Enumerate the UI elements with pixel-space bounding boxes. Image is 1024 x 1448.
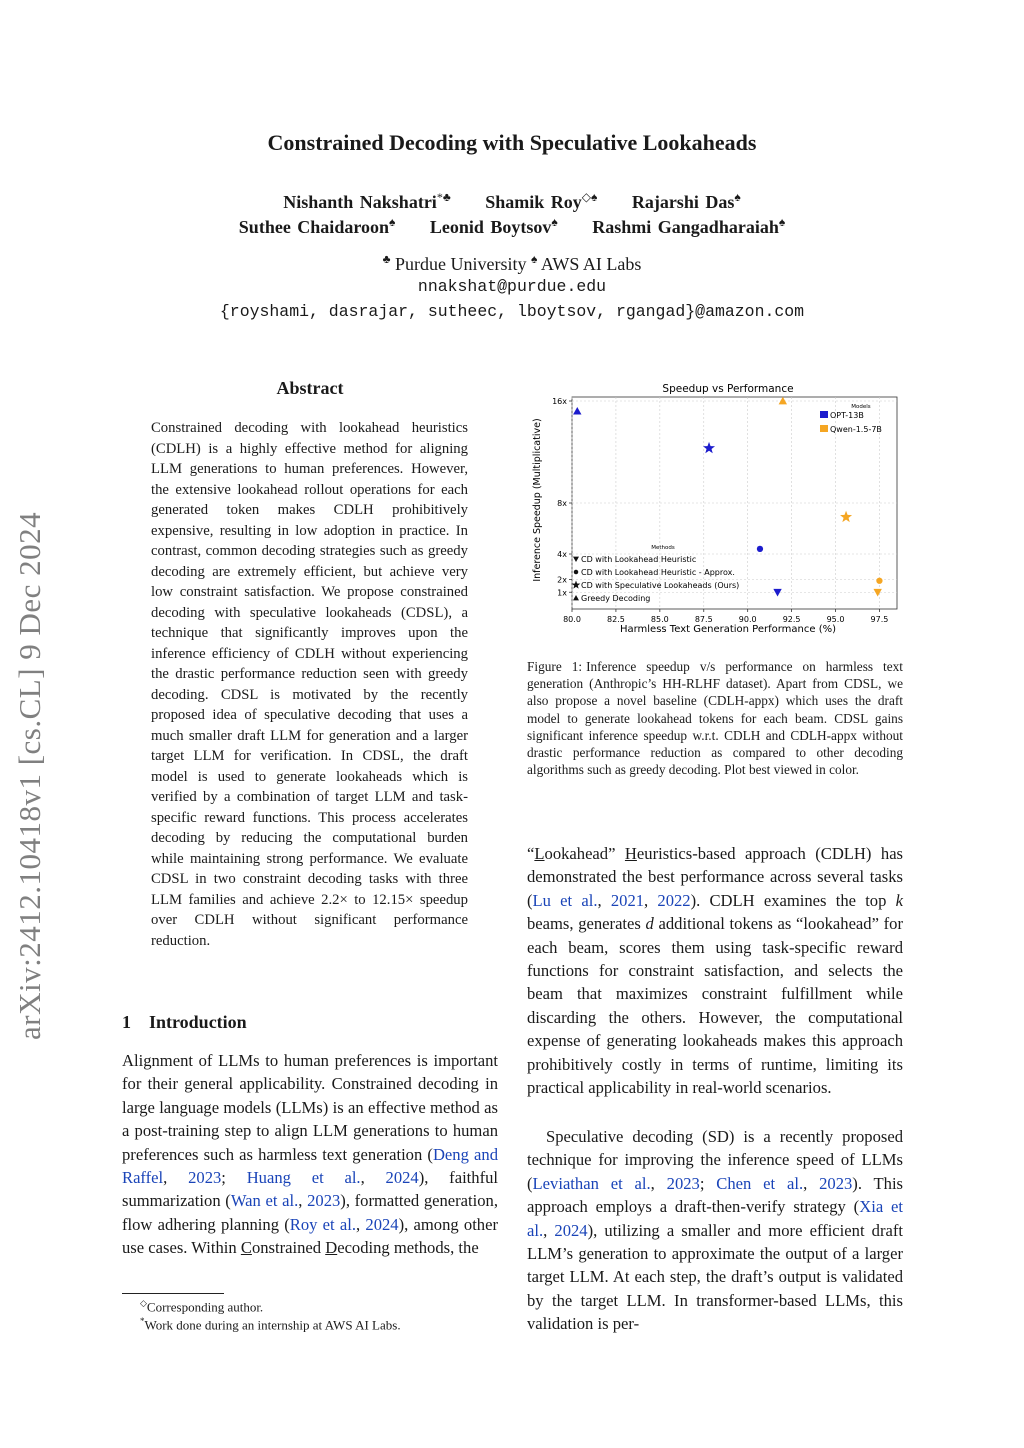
citation-link[interactable]: 2023 xyxy=(307,1191,341,1211)
author: Nishanth Nakshatri*♣ xyxy=(283,190,451,212)
text-run: , xyxy=(543,1220,555,1240)
citation-link[interactable]: 2022 xyxy=(657,890,691,910)
text-run: onstrained xyxy=(251,1238,326,1258)
x-tick-label: 85.0 xyxy=(650,615,669,624)
text-run: , xyxy=(356,1214,366,1234)
abstract-body: Constrained decoding with lookahead heuristics (CDLH) is a highly effective method for aligning LLM generations to human preferences. However, the extensive lookahead rollout operations for each generated token makes CDLH prohibitively expensive, resulting in low adoption in practice. In contrast, common decoding strategies such as greedy decoding are extremely efficient, but achieve very low constraint satisfaction. We propose constrained decoding with speculative lookaheads (CDSL), a technique that significantly improves upon the inference efficiency of CDLH without experiencing the drastic performance reduction seen with greedy decoding. CDSL is motivated by the recently proposed idea of speculative decoding that uses a much smaller draft LLM for generation and a larger target LLM for verification. In CDSL, the draft model is used to generate lookaheads which is verified by a combination of target LLM and task-specific reward functions. This process accelerates decoding by reducing the computational burden while maintaining strong performance. We evaluate CDSL in two constraint decoding tasks with three LLM families and achieve 2.2× to 12.15× speedup over CDLH without significant performance reduction. xyxy=(151,420,468,949)
legend-label-opt: OPT-13B xyxy=(830,411,864,420)
citation-link[interactable]: Wan et al. xyxy=(230,1191,299,1211)
intro-paragraph xyxy=(122,1049,498,1260)
text-run: beams, generates xyxy=(527,914,646,934)
y-tick-label: 4x xyxy=(557,550,567,559)
data-point-opt-13b-star xyxy=(703,442,715,453)
author: Shamik Roy◇♠ xyxy=(485,190,598,212)
affiliations: ♣ Purdue University ♠ AWS AI Labs xyxy=(382,252,642,274)
text-run: , xyxy=(803,1173,820,1193)
text-run: , xyxy=(650,1173,667,1193)
text-run: , xyxy=(644,890,658,910)
text-run: , xyxy=(163,1168,189,1188)
methods-legend-label: CD with Lookahead Heuristic xyxy=(581,555,697,564)
math-variable: k xyxy=(895,890,903,910)
abstract-heading: Abstract xyxy=(276,378,344,398)
text-run: ; xyxy=(221,1168,247,1188)
data-point-opt-13b-triangle-up xyxy=(573,407,581,415)
underlined-letter: H xyxy=(624,844,637,863)
text-run: additional tokens as “lookahead” for each beam, scores them using task-specific reward functions for constraint satisfaction, and selects the beam that maximizes constraint fulfillment while discarding the others. However, the computational expense of generating lookaheads makes this approach prohibitively costly in terms of runtime, limiting its practical applicability in real-world scenarios. xyxy=(527,914,903,1098)
y-tick-label: 2x xyxy=(557,575,567,585)
underlined-letter: L xyxy=(534,844,545,863)
data-point-qwen-1-5-7b-circle xyxy=(876,578,882,584)
x-tick-label: 97.5 xyxy=(870,615,889,624)
text-run: , xyxy=(597,890,611,910)
data-point-opt-13b-circle xyxy=(757,546,763,552)
methods-legend-marker-circle xyxy=(574,570,579,575)
x-tick-label: 95.0 xyxy=(826,615,845,624)
data-point-opt-13b-triangle-down xyxy=(773,589,781,597)
text-run: , xyxy=(360,1168,386,1188)
citation-link[interactable]: 2023 xyxy=(188,1168,222,1188)
text-run: ), among other use cases. Within xyxy=(122,1214,498,1258)
legend-label-qwen: Qwen-1.5-7B xyxy=(830,425,882,434)
citation-link[interactable]: Xia et al. xyxy=(527,1197,903,1240)
footnote-internship: *Work done during an internship at AWS AI Labs. xyxy=(140,1316,401,1333)
methods-legend-marker-triangle-down xyxy=(573,557,579,562)
author-row-1 xyxy=(0,190,1024,213)
text-run: ). CDLH examines the top xyxy=(690,890,896,910)
legend-swatch-qwen xyxy=(820,425,828,432)
speedup-vs-performance-chart xyxy=(528,380,904,640)
figure-caption: Figure 1: Inference speedup v/s performance on harmless text generation (Anthropic’s HH-RLHF dataset). Apart from CDSL, we also propose a novel baseline (CDLH-appx) which uses the draft model to generate lookahead tokens for each beam. CDSL gains significant inference speedup w.r.t. CDLH and CDLH-appx without drastic performance reduction as compared to other decoding algorithms such as greedy decoding. Plot best viewed in color. xyxy=(527,659,903,778)
legend-swatch-opt xyxy=(820,411,828,418)
methods-legend-marker-star xyxy=(572,581,581,589)
citation-link[interactable]: 2024 xyxy=(554,1220,588,1240)
models-legend xyxy=(820,404,882,434)
email-line-2: {royshami, dasrajar, sutheec, lboytsov, rgangad}@amazon.com xyxy=(219,302,805,321)
data-point-qwen-1-5-7b-triangle-down xyxy=(873,589,881,597)
citation-link[interactable]: 2023 xyxy=(666,1173,700,1193)
x-tick-label: 87.5 xyxy=(694,615,713,624)
text-run: euristics-based approach (CDLH) has demonstrated the best performance across several tasks ( xyxy=(527,844,904,910)
author-row-2 xyxy=(0,215,1024,238)
underlined-letter: C xyxy=(240,1238,252,1258)
x-tick-label: 90.0 xyxy=(738,615,757,624)
methods-legend-marker-triangle-up xyxy=(573,595,579,600)
x-tick-label: 80.0 xyxy=(563,615,581,624)
methods-legend-label: Greedy Decoding xyxy=(581,594,651,603)
text-run: , xyxy=(298,1191,308,1211)
methods-legend-label: CD with Speculative Lookaheads (Ours) xyxy=(581,581,740,590)
citation-link[interactable]: Deng and Raffel xyxy=(122,1144,498,1188)
footnote-corresponding: ◇Corresponding author. xyxy=(140,1298,264,1315)
text-run: ). This approach employs a draft-then-verify strategy ( xyxy=(527,1173,904,1217)
author: Leonid Boytsov♠ xyxy=(429,215,558,237)
math-variable: d xyxy=(645,914,654,934)
y-tick-label: 16x xyxy=(552,397,567,406)
footnote-divider xyxy=(122,1293,224,1294)
models-legend-title: Models xyxy=(851,404,871,410)
text-run: ecoding methods, the xyxy=(337,1238,479,1258)
y-axis-label: Inference Speedup (Multiplicative) xyxy=(532,418,543,582)
citation-link[interactable]: Lu et al. xyxy=(532,890,598,910)
text-run: Alignment of LLMs to human preferences is important for their general applicability. Constrained decoding in large language models (LLMs) is an effective method as a post-training step to align LLM generations to human preferences such as harmless text generation ( xyxy=(122,1051,498,1164)
citation-link[interactable]: Huang et al. xyxy=(246,1168,361,1188)
citation-link[interactable]: 2023 xyxy=(819,1173,853,1193)
text-run: ; xyxy=(699,1173,717,1193)
data-point-qwen-1-5-7b-triangle-up xyxy=(779,397,787,405)
underlined-letter: D xyxy=(325,1238,338,1258)
section-heading-introduction: 1 Introduction xyxy=(122,1012,247,1032)
text-run: ookahead” xyxy=(544,844,625,863)
citation-link[interactable]: Chen et al. xyxy=(716,1173,804,1193)
citation-link[interactable]: 2021 xyxy=(610,890,645,910)
x-axis-label: Harmless Text Generation Performance (%) xyxy=(619,624,837,635)
citation-link[interactable]: Leviathan et al. xyxy=(532,1173,651,1193)
y-tick-label: 1x xyxy=(557,588,567,598)
author: Rashmi Gangadharaiah♠ xyxy=(592,215,786,237)
x-tick-label: 82.5 xyxy=(607,615,625,624)
author: Rajarshi Das♠ xyxy=(631,190,741,212)
arxiv-identifier-stamp: arXiv:2412.10418v1 [cs.CL] 9 Dec 2024 xyxy=(12,511,47,1040)
citation-link[interactable]: 2024 xyxy=(385,1168,419,1188)
methods-legend-title: Methods xyxy=(651,545,675,551)
data-point-qwen-1-5-7b-star xyxy=(840,511,852,522)
y-tick-label: 8x xyxy=(557,499,567,508)
text-run: ), faithful summarization ( xyxy=(122,1168,499,1211)
chart-title: Speedup vs Performance xyxy=(662,383,794,395)
text-run: “ xyxy=(527,844,535,863)
citation-link[interactable]: 2024 xyxy=(365,1214,399,1234)
citation-link[interactable]: Roy et al. xyxy=(289,1214,357,1234)
body-paragraph-speculative-decoding xyxy=(527,1125,903,1336)
paper-title: Constrained Decoding with Speculative Lookaheads xyxy=(267,130,757,155)
body-paragraph-cdlh xyxy=(527,842,903,1099)
x-tick-label: 92.5 xyxy=(782,615,801,624)
email-line-1: nnakshat@purdue.edu xyxy=(417,277,607,296)
figure-1 xyxy=(528,380,904,640)
author: Suthee Chaidaroon♠ xyxy=(238,215,396,237)
methods-legend-label: CD with Lookahead Heuristic - Approx. xyxy=(581,568,735,577)
text-run: ), utilizing a smaller and more efficient draft LLM’s generation to approximate the output of a larger target LLM. At each step, the draft’s output is validated by the target LLM. In transformer-based LLMs, this validation is per- xyxy=(527,1220,903,1334)
text-run: Speculative decoding (SD) is a recently proposed technique for improving the inference speed of LLMs ( xyxy=(527,1127,903,1193)
text-run: ), formatted generation, flow adhering planning ( xyxy=(122,1191,499,1234)
